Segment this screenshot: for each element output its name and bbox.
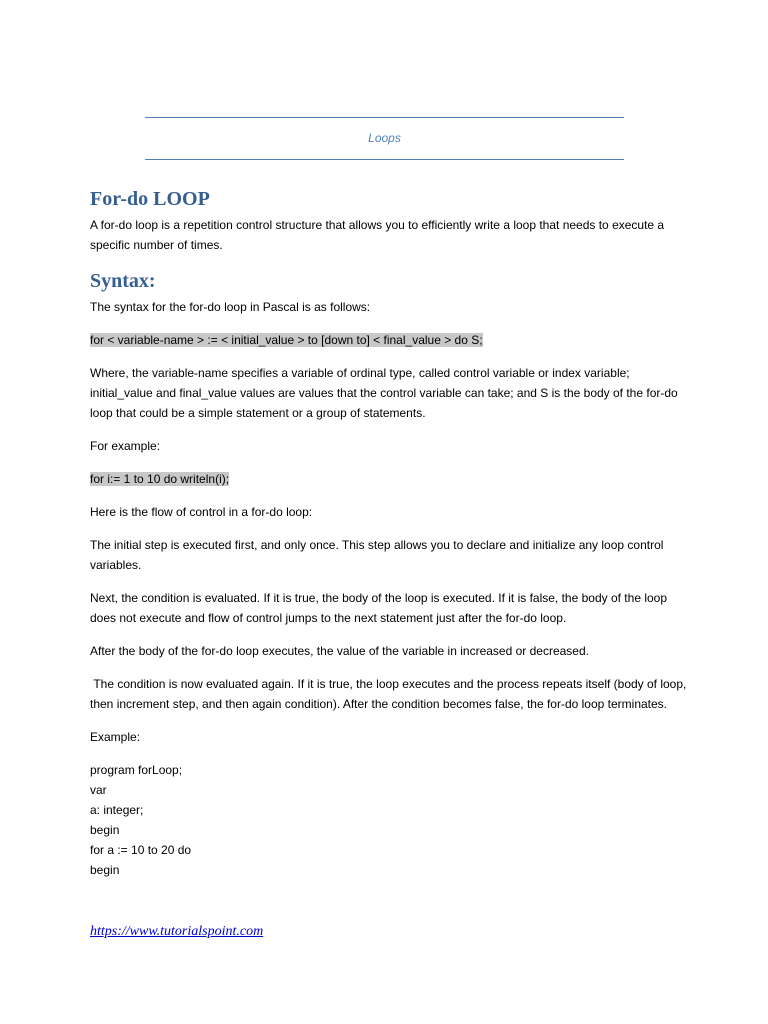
code-line: var bbox=[90, 783, 107, 797]
header-rule-bottom bbox=[145, 159, 624, 160]
code-line: for a := 10 to 20 do bbox=[90, 843, 192, 857]
where-paragraph: Where, the variable-name specifies a variable of ordinal type, called control variable or index variable; initial_value and final_value values are values that the control variable can take; and S is the body of the for-do loop that could be a simple statement or a group of statements. bbox=[90, 366, 678, 420]
section-heading-for-do-loop: For-do LOOP bbox=[90, 188, 210, 210]
example-code-line bbox=[90, 469, 690, 489]
document-body bbox=[90, 186, 690, 880]
program-code-block bbox=[90, 760, 690, 880]
section-heading-syntax: Syntax: bbox=[90, 270, 156, 292]
syntax-lead-paragraph: The syntax for the for-do loop in Pascal is as follows: bbox=[90, 300, 371, 314]
syntax-code-line bbox=[90, 330, 690, 350]
code-line: program forLoop; bbox=[90, 763, 183, 777]
flow-intro-paragraph: Here is the flow of control in a for-do loop: bbox=[90, 505, 313, 519]
header-rule-top bbox=[145, 117, 624, 118]
code-line: a: integer; bbox=[90, 803, 144, 817]
code-line: begin bbox=[90, 863, 120, 877]
example-label: Example: bbox=[90, 730, 141, 744]
syntax-code-highlight: for < variable-name > := < initial_value > to [down to] < final_value > do S; bbox=[90, 333, 483, 347]
source-link[interactable]: https://www.tutorialspoint.com bbox=[90, 924, 264, 939]
step-increment-paragraph: After the body of the for-do loop executes, the value of the variable in increased or decreased. bbox=[90, 644, 589, 658]
intro-paragraph: A for-do loop is a repetition control structure that allows you to efficiently write a loop that needs to execute a specific number of times. bbox=[90, 218, 665, 252]
step-condition-paragraph: Next, the condition is evaluated. If it is true, the body of the loop is executed. If it is false, the body of the loop does not execute and flow of control jumps to the next statement just after the for-do loop. bbox=[90, 591, 668, 625]
step-repeat-paragraph: The condition is now evaluated again. If it is true, the loop executes and the process repeats itself (body of loop, then increment step, and then again condition). After the condition becomes false, the for-do loop terminates. bbox=[90, 677, 690, 711]
code-line: begin bbox=[90, 823, 120, 837]
for-example-label: For example: bbox=[90, 439, 161, 453]
example-code-highlight: for i:= 1 to 10 do writeln(i); bbox=[90, 472, 230, 486]
header-title: Loops bbox=[368, 131, 401, 145]
step-initial-paragraph: The initial step is executed first, and only once. This step allows you to declare and initialize any loop control variables. bbox=[90, 538, 664, 572]
